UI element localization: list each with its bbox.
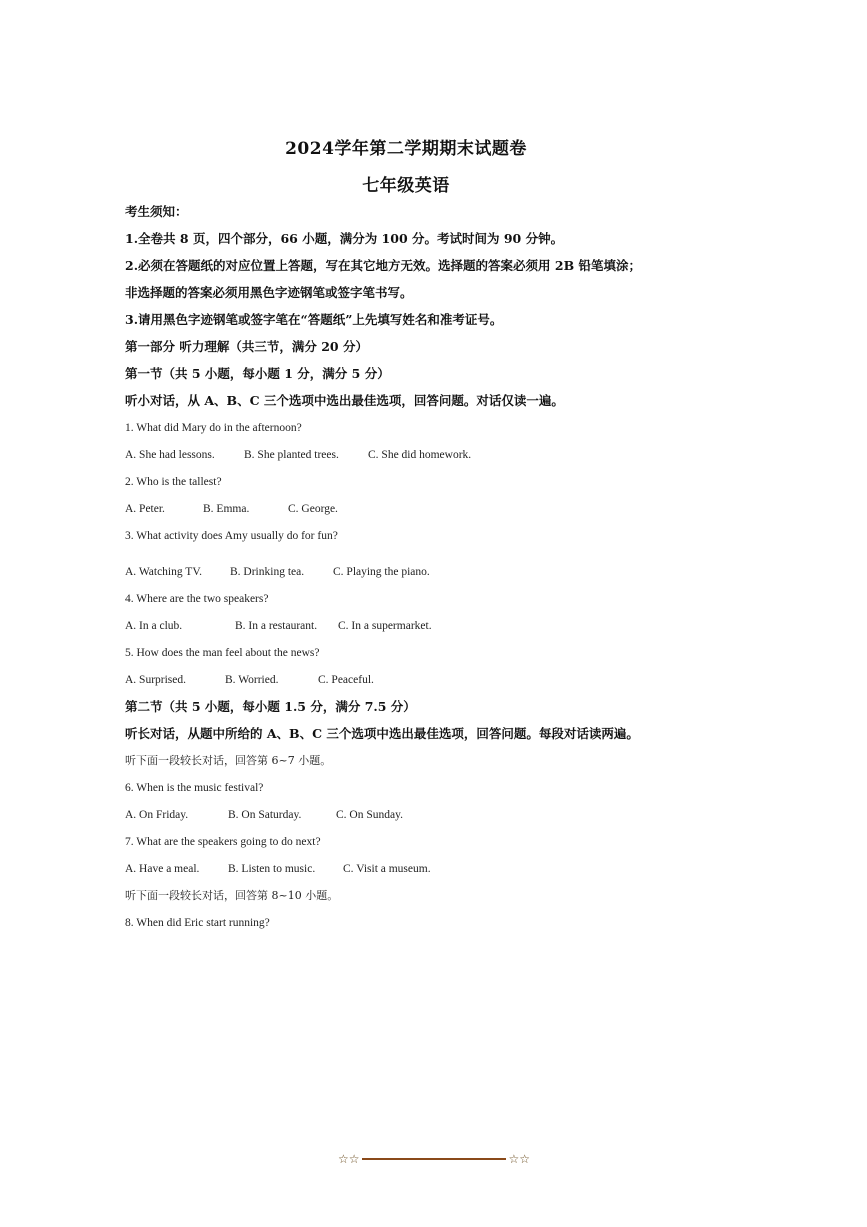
option-b: B. In a restaurant. — [235, 620, 318, 632]
option-b: B. Drinking tea. — [230, 566, 305, 578]
options-row-5 — [125, 671, 374, 689]
option-a: A. Have a meal. — [125, 863, 200, 875]
section2-heading: 第二节（共 5 小题，每小题 1.5 分，满分 7.5 分） — [125, 699, 416, 714]
star-icon: ☆☆ — [508, 1152, 530, 1166]
option-c: C. Visit a museum. — [343, 863, 431, 875]
instruction-item-1: 1.全卷共 8 页，四个部分，66 小题，满分为 100 分。考试时间为 90 分钟。 — [125, 231, 564, 246]
option-a: A. Surprised. — [125, 674, 187, 686]
question-8: 8. When did Eric start running? — [125, 917, 270, 929]
options-row-6 — [125, 806, 403, 824]
part1-heading: 第一部分 听力理解（共三节，满分 20 分） — [125, 339, 368, 354]
exam-title: 2024学年第二学期期末试题卷 — [285, 139, 527, 159]
footer-ornament — [338, 1150, 530, 1168]
option-b: B. On Saturday. — [228, 809, 302, 821]
question-4: 4. Where are the two speakers? — [125, 593, 269, 605]
option-c: C. Playing the piano. — [333, 566, 430, 578]
instructions-heading: 考生须知： — [125, 204, 188, 219]
option-a: A. She had lessons. — [125, 449, 215, 461]
option-b: B. Worried. — [225, 674, 279, 686]
option-c: C. She did homework. — [368, 449, 472, 461]
options-row-7 — [125, 860, 431, 878]
option-a: A. On Friday. — [125, 809, 189, 821]
footer-rule — [362, 1158, 507, 1160]
section2-note-2: 听下面一段较长对话，回答第 8~10 小题。 — [125, 889, 339, 902]
option-b: B. Emma. — [203, 503, 250, 515]
option-b: B. Listen to music. — [228, 863, 316, 875]
option-b: B. She planted trees. — [244, 449, 339, 461]
option-a: A. Watching TV. — [125, 566, 203, 578]
section1-heading: 第一节（共 5 小题，每小题 1 分，满分 5 分） — [125, 366, 390, 381]
question-6: 6. When is the music festival? — [125, 782, 264, 794]
option-a: A. In a club. — [125, 620, 183, 632]
question-2: 2. Who is the tallest? — [125, 476, 222, 488]
section2-note-1: 听下面一段较长对话，回答第 6~7 小题。 — [125, 754, 332, 767]
option-c: C. Peaceful. — [318, 674, 374, 686]
question-1: 1. What did Mary do in the afternoon? — [125, 422, 302, 434]
option-c: C. On Sunday. — [336, 809, 403, 821]
option-c: C. In a supermarket. — [338, 620, 432, 632]
option-a: A. Peter. — [125, 503, 165, 515]
exam-subtitle: 七年级英语 — [362, 176, 450, 196]
options-row-2 — [125, 500, 338, 518]
options-row-1 — [125, 446, 471, 464]
instruction-item-2a: 2.必须在答题纸的对应位置上答题，写在其它地方无效。选择题的答案必须用 2B 铅笔填涂； — [125, 258, 642, 273]
options-row-3 — [125, 563, 430, 581]
question-7: 7. What are the speakers going to do next? — [125, 836, 321, 848]
options-row-4 — [125, 617, 432, 635]
option-c: C. George. — [288, 503, 338, 515]
instruction-item-3: 3.请用黑色字迹钢笔或签字笔在“答题纸”上先填写姓名和准考证号。 — [125, 312, 503, 327]
section2-directions: 听长对话，从题中所给的 A、B、C 三个选项中选出最佳选项，回答问题。每段对话读两遍。 — [125, 726, 639, 741]
question-5: 5. How does the man feel about the news? — [125, 647, 320, 659]
instruction-item-2b: 非选择题的答案必须用黑色字迹钢笔或签字笔书写。 — [125, 285, 413, 300]
star-icon: ☆☆ — [338, 1152, 360, 1166]
section1-directions: 听小对话，从 A、B、C 三个选项中选出最佳选项，回答问题。对话仅读一遍。 — [125, 393, 564, 408]
question-3: 3. What activity does Amy usually do for fun? — [125, 530, 338, 542]
